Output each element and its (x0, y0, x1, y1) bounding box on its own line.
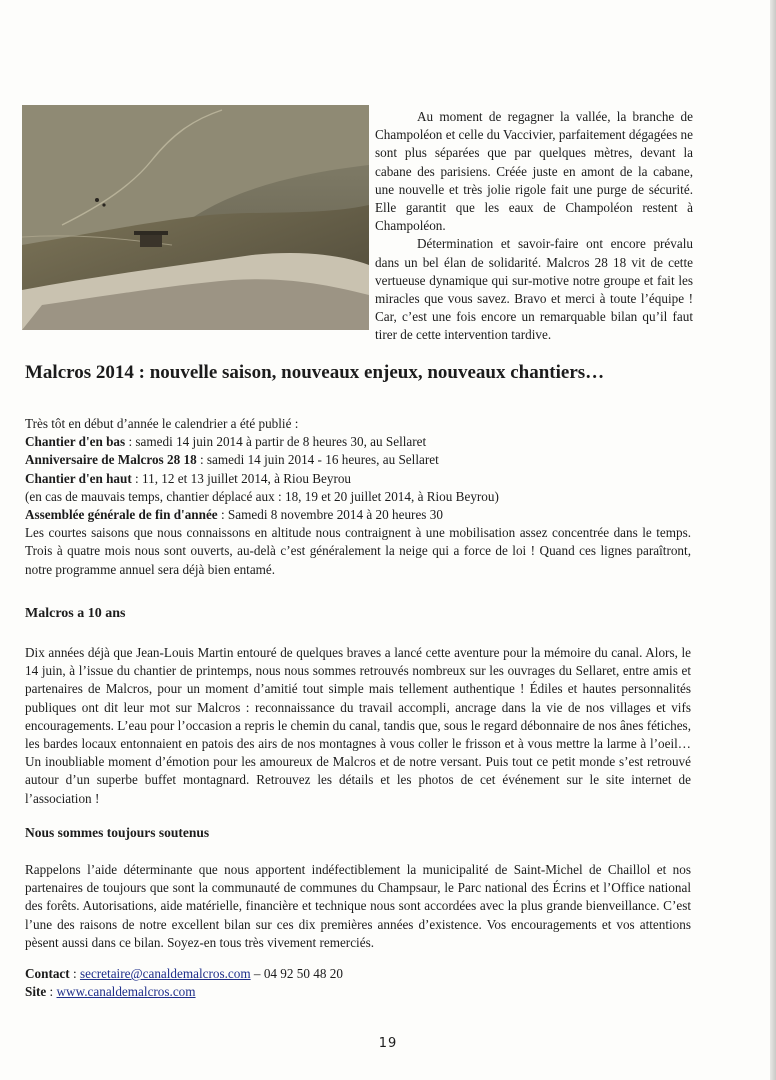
schedule-item-label: Chantier d'en haut (25, 470, 132, 486)
support-paragraph: Rappelons l’aide déterminante que nous apportent indéfectiblement la municipalité de Saint-Michel de Chaillol et nos partenaires de toujours que sont la communauté de communes du Champsaur, le Parc national des Écrins et l’Office national des forêts. Autorisations, aide matérielle, financière et technique nous sont accordées avec la plus grande bienveillance. C’est l’une des raisons de notre excellent bilan sur ces dix premières années d’existence. Vos encouragements et vos attentions pèsent aussi dans ce bilan. Soyez-en tous très vivement remerciés. (25, 862, 691, 950)
contact-block (25, 965, 691, 1001)
schedule-paragraph: Les courtes saisons que nous connaissons en altitude nous contraignent à une mobilisation assez concentrée dans le temps. Trois à quatre mois nous sont ouverts, au-delà c’est généralement la neige qui a force de loi ! Quand ces lignes paraîtront, notre programme annuel sera déjà bien entamé. (25, 525, 691, 577)
schedule-item-text: : samedi 14 juin 2014 à partir de 8 heures 30, au Sellaret (125, 434, 427, 450)
website-link[interactable]: www.canaldemalcros.com (56, 984, 196, 1000)
schedule-item-text: : Samedi 8 novembre 2014 à 20 heures 30 (217, 507, 443, 523)
intro-paragraph: Détermination et savoir-faire ont encore prévalu dans un bel élan de solidarité. Malcros 28 18 vit de cette vertueuse dynamique qui sur-motive notre groupe et fait les miracles que vous savez. Bravo et merci à toute l’équipe ! Car, c’est une fois encore un remarquable bilan qu’il faut tirer de cette intervention tardive. (375, 236, 693, 343)
support-heading: Nous sommes toujours soutenus (25, 825, 210, 840)
anniversary-heading: Malcros a 10 ans (25, 606, 126, 621)
intro-text (375, 108, 693, 345)
anniversary-paragraph: Dix années déjà que Jean-Louis Martin entouré de quelques braves a lancé cette aventure pour la mémoire du canal. Alors, le 14 juin, à l’issue du chantier de printemps, nous nous sommes retrouvés nombreux sur les ouvrages du Sellaret, entre amis et partenaires de Malcros, pour un moment d’amitié tout simple mais tellement authentique ! Édiles et hautes personnalités publiques ont dit leur mot sur Malcros : reconnaissance du travail accompli, ancrage dans la vie de nos villages et vifs encouragements. L’eau pour l’occasion a repris le chemin du canal, tandis que, sous le regard débonnaire de nos ânes fétiches, les bardes locaux entonnaient en patois des airs de nos montagnes à vous coller le frisson et à vous mettre la larme à l’oeil… Un inoubliable moment d’émotion pour les amoureux de Malcros et de notre versant. Puis tout ce petit monde s’est retrouvé autour d’un superbe buffet montagnard. Retrouvez les détails et les photos de cet événement sur le site internet de l’association ! (25, 645, 691, 806)
schedule-intro: Très tôt en début d’année le calendrier a été publié : (25, 416, 299, 431)
phone-number: – 04 92 50 48 20 (250, 966, 343, 981)
email-link[interactable]: secretaire@canaldemalcros.com (79, 966, 251, 981)
schedule-item (25, 451, 691, 469)
page-edge (770, 0, 776, 1080)
contact-line: Contact : secretaire@canaldemalcros.com – 04 92 50 48 20 (25, 966, 343, 981)
schedule (25, 415, 691, 579)
schedule-item (25, 433, 691, 451)
schedule-item-text: : samedi 14 juin 2014 - 16 heures, au Sellaret (196, 452, 439, 468)
schedule-item-label: Assemblée générale de fin d'année (25, 507, 218, 523)
schedule-note: (en cas de mauvais temps, chantier déplacé aux : 18, 19 et 20 juillet 2014, à Riou Beyrou) (25, 488, 499, 504)
intro-paragraph: Au moment de regagner la vallée, la branche de Champoléon et celle du Vaccivier, parfaitement dégagées ne sont plus séparées que par quelques mètres, devant la cabane des parisiens. Créée juste en amont de la cabane, une nouvelle et très jolie rigole fait une purge de sécurité. Elle garantit que les eaux de Champoléon restent à Champoléon. (375, 109, 693, 234)
schedule-item (25, 470, 691, 488)
schedule-item-label: Anniversaire de Malcros 28 18 (25, 452, 197, 468)
page-number: 19 (378, 1036, 398, 1051)
site-label: Site (25, 984, 47, 1000)
mountain-photo (22, 105, 369, 330)
schedule-item-text: : 11, 12 et 13 juillet 2014, à Riou Beyrou (131, 470, 352, 486)
schedule-item-label: Chantier d'en bas (25, 434, 126, 450)
schedule-item (25, 506, 691, 524)
contact-label: Contact (25, 966, 70, 981)
site-line: Site : www.canaldemalcros.com (25, 984, 196, 1000)
section-title: Malcros 2014 : nouvelle saison, nouveaux enjeux, nouveaux chantiers… (25, 362, 605, 383)
